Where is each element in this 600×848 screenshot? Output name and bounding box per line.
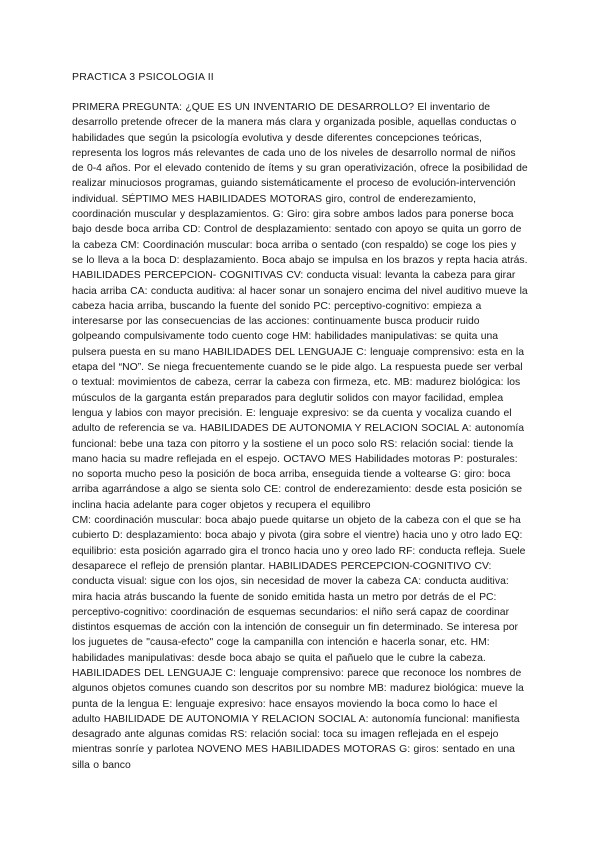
document-body (72, 100, 528, 773)
document-title: PRACTICA 3 PSICOLOGIA II (72, 71, 214, 83)
paragraph: PRIMERA PREGUNTA: ¿QUE ES UN INVENTARIO DE DESARROLLO? El inventario de desarrollo pretende ofrecer de la manera más clara y organizada posible, aquellas conductas o habilidades que según la psicología evolutiva y desde diferentes concepciones teóricas, representa los logros más relevantes de cada uno de los niveles de desarrollo normal de niños de 0-4 años. Por el elevado contenido de ítems y su gran operativización, ofrece la posibilidad de realizar minuciosos programas, guiando sistemáticamente el proceso de evolución-intervención individual. SÉPTIMO MES HABILIDADES MOTORAS giro, control de enderezamiento, coordinación muscular y desplazamientos. G: Giro: gira sobre ambos lados para ponerse boca bajo desde boca arriba CD: Control de desplazamiento: sentado con apoyo se quita un gorro de la cabeza CM: Coordinación muscular: boca arriba o sentado (con respaldo) se coge los pies y se lo lleva a la boca D: desplazamiento. Boca abajo se impulsa en los brazos y repta hacia atrás. HABILIDADES PERCEPCION- COGNITIVAS CV: conducta visual: levanta la cabeza para girar hacia arriba CA: conducta auditiva: al hacer sonar un sonajero encima del nivel auditivo mueve la cabeza hacia arriba, buscando la fuente del sonido PC: perceptivo-cognitivo: empieza a interesarse por las consecuencias de las acciones: continuamente busca producir ruido golpeando compulsivamente todo cuento coge HM: habilidades manipulativas: se quita una pulsera puesta en su mano HABILIDADES DEL LENGUAJE C: lenguaje comprensivo: esta en la etapa del “NO”. Se niega frecuentemente cuando se le pide algo. La respuesta puede ser verbal o textual: movimientos de cabeza, cerrar la cabeza con firmeza, etc. MB: madurez biológica: los músculos de la garganta están preparados para deglutir solidos con mayor facilidad, emplea lengua y labios con mayor precisión. E: lenguaje expresivo: se da cuenta y vocaliza cuando el adulto de referencia se va. HABILIDADES DE AUTONOMIA Y RELACION SOCIAL A: autonomía funcional: bebe una taza con pitorro y la sostiene el un poco solo RS: relación social: tiende la mano hacia su madre reflejada en el espejo. OCTAVO MES Habilidades motoras P: posturales: no soporta mucho peso la posición de boca arriba, enseguida tiende a voltearse G: giro: boca arriba agarrándose a algo se sienta solo CE: control de enderezamiento: desde esta posición se inclina hacia adelante para coger objetos y recupera el equilibro (72, 102, 528, 511)
document-page (72, 70, 528, 773)
paragraph: CM: coordinación muscular: boca abajo puede quitarse un objeto de la cabeza con el que se ha cubierto D: desplazamiento: boca abajo y pivota (gira sobre el vientre) hacia uno y otro lado EQ: equilibrio: esta posición agarrado gira el tronco hacia uno y oreo lado RF: conducta refleja. Suele desaparece el reflejo de prensión plantar. HABILIDADES PERCEPCION-COGNITIVO CV: conducta visual: sigue con los ojos, sin necesidad de mover la cabeza CA: conducta auditiva: mira hacia atrás buscando la fuente de sonido emitida hasta un metro por detrás de el PC: perceptivo-cognitivo: coordinación de esquemas secundarios: el niño será capaz de coordinar distintos esquemas de acción con la intención de conseguir un fin determinado. Se interesa por los juguetes de "causa-efecto" coge la campanilla con intención e hacerla sonar, etc. HM: habilidades manipulativas: desde boca abajo se quita el pañuelo que le cubre la cabeza. HABILIDADES DEL LENGUAJE C: lenguaje comprensivo: parece que reconoce los nombres de algunos objetos comunes cuando son descritos por su nombre MB: madurez biológica: mueve la punta de la lengua E: lenguaje expresivo: hace ensayos moviendo la boca como lo hace el adulto HABILIDADE DE AUTONOMIA Y RELACION SOCIAL A: autonomía funcional: manifiesta desagrado ante algunas comidas RS: relación social: toca su imagen reflejada en el espejo mientras sonríe y parlotea NOVENO MES HABILIDADES MOTORAS G: giros: sentado en una silla o banco (72, 515, 526, 771)
